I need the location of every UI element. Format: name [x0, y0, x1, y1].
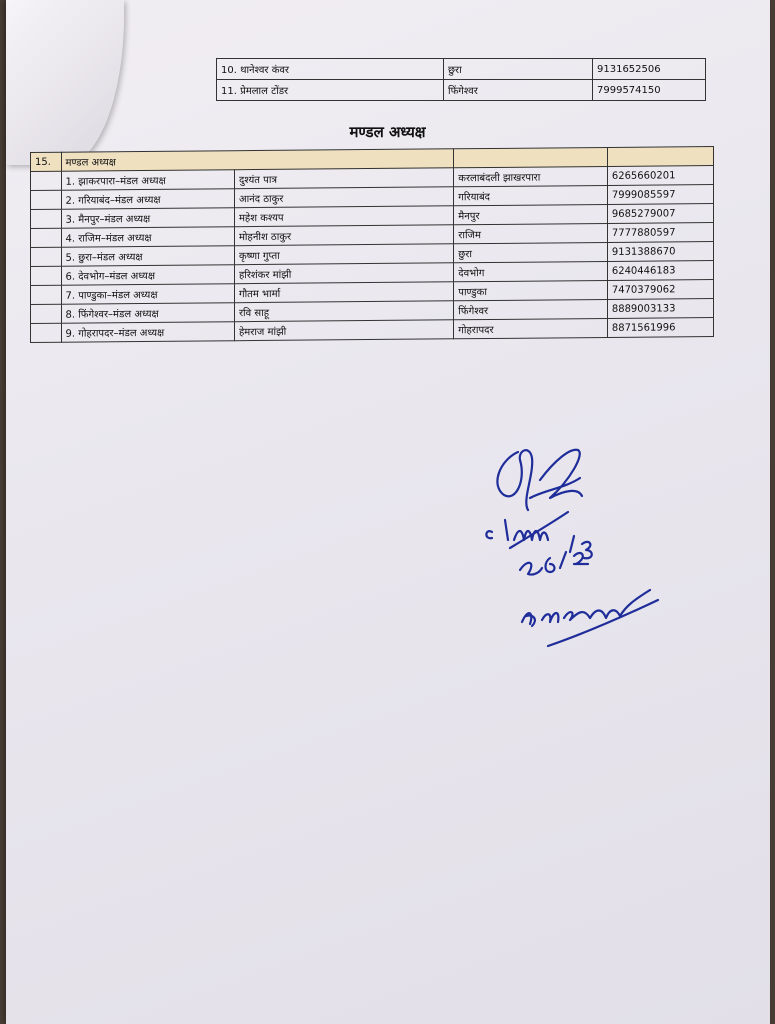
- row-phone: 8871561996: [607, 318, 713, 338]
- row-name: गौतम भार्मा: [234, 282, 453, 303]
- row-phone: 6265660201: [607, 166, 713, 186]
- row-phone: 7999085597: [607, 185, 713, 205]
- row-post: 6. देवभोग–मंडल अध्यक्ष: [61, 265, 234, 286]
- member-place: छुरा: [444, 59, 593, 80]
- table-row: [217, 59, 706, 80]
- row-place: छुरा: [454, 242, 608, 262]
- member-name: 10. थानेश्वर कंवर: [217, 59, 444, 80]
- row-phone: 8889003133: [607, 299, 713, 319]
- section-label: मण्डल अध्यक्ष: [61, 149, 454, 171]
- row-phone: 9685279007: [607, 204, 713, 224]
- row-phone: 6240446183: [607, 261, 713, 281]
- row-name: हेमराज मांझी: [234, 320, 453, 341]
- row-place: देवभोग: [454, 261, 608, 281]
- member-phone: 9131652506: [593, 59, 706, 80]
- row-post: 2. गरियाबंद–मंडल अध्यक्ष: [61, 189, 234, 210]
- handwritten-signature: [470, 440, 670, 655]
- table-row: [217, 80, 706, 101]
- row-post: 8. फिंगेश्वर–मंडल अध्यक्ष: [61, 303, 234, 324]
- row-place: गरियाबंद: [454, 185, 608, 205]
- row-post: 9. गोहरापदर–मंडल अध्यक्ष: [61, 322, 234, 343]
- row-name: मोहनीश ठाकुर: [234, 225, 453, 246]
- row-name: आनंद ठाकुर: [234, 187, 453, 208]
- row-post: 1. झाकरपारा–मंडल अध्यक्ष: [61, 170, 234, 191]
- row-post: 5. छुरा–मंडल अध्यक्ष: [61, 246, 234, 267]
- row-phone: 7777880597: [607, 223, 713, 243]
- row-place: मैनपुर: [454, 204, 608, 224]
- row-name: दुश्यंत पात्र: [234, 168, 453, 189]
- member-place: फिंगेश्वर: [444, 80, 593, 101]
- row-name: रवि साहू: [234, 301, 453, 322]
- member-phone: 7999574150: [593, 80, 706, 101]
- row-name: कृष्णा गुप्ता: [234, 244, 453, 265]
- mandal-adhyaksh-table: [30, 146, 714, 343]
- row-place: पाण्डुका: [454, 280, 608, 300]
- section-number: 15.: [31, 152, 62, 171]
- member-name: 11. प्रेमलाल टोंडर: [217, 80, 444, 101]
- row-post: 3. मैनपुर–मंडल अध्यक्ष: [61, 208, 234, 229]
- row-phone: 7470379062: [607, 280, 713, 300]
- row-post: 7. पाण्डुका–मंडल अध्यक्ष: [61, 284, 234, 305]
- row-name: महेश कश्यप: [234, 206, 453, 227]
- row-place: करलाबंदली झाखरपारा: [454, 166, 608, 186]
- row-phone: 9131388670: [607, 242, 713, 262]
- row-name: हरिशंकर मांझी: [234, 263, 453, 284]
- row-place: फिंगेश्वर: [454, 299, 608, 319]
- section-title: मण्डल अध्यक्ष: [349, 123, 426, 141]
- previous-list-table: [216, 58, 706, 101]
- row-place: गोहरापदर: [454, 318, 608, 338]
- row-place: राजिम: [454, 223, 608, 243]
- row-post: 4. राजिम–मंडल अध्यक्ष: [61, 227, 234, 248]
